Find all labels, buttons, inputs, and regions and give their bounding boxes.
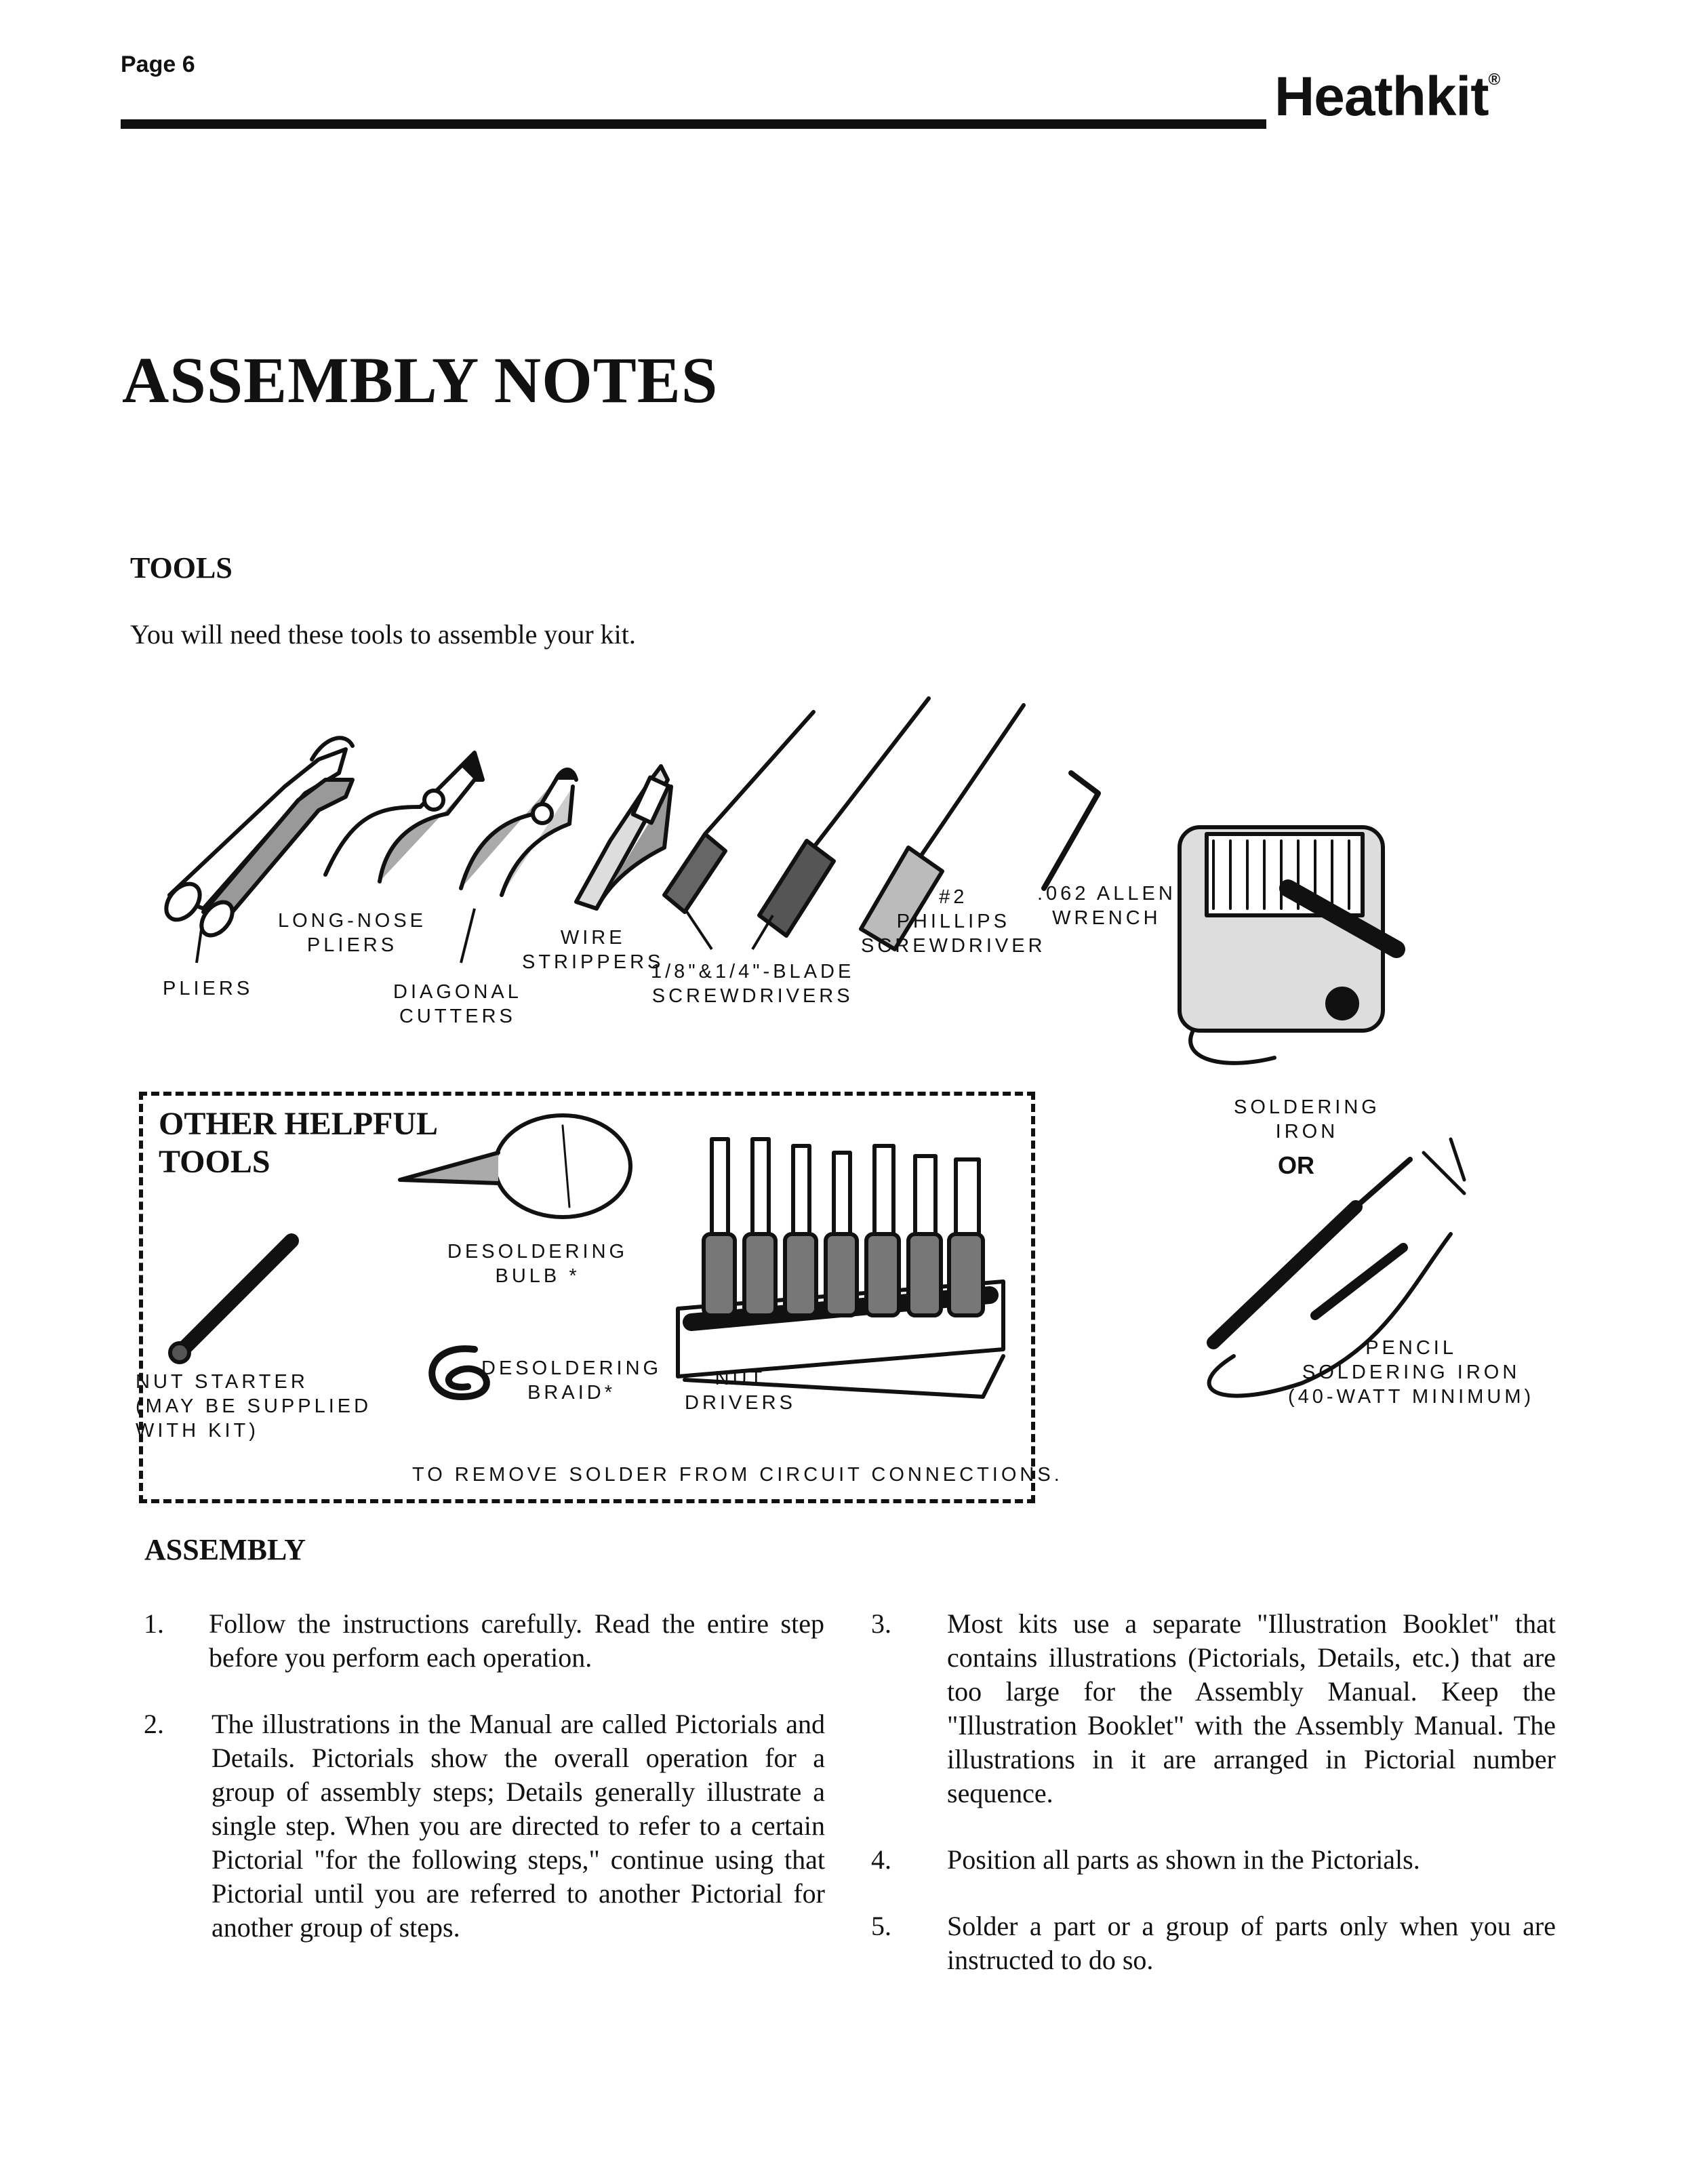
tools-intro: You will need these tools to assemble your kit. [130, 619, 636, 650]
assembly-list-left [144, 1607, 825, 1945]
label-long-nose-pliers: LONG-NOSE PLIERS [278, 910, 427, 956]
label-nut-drivers: NUT DRIVERS [685, 1368, 796, 1414]
label-wire-strippers: WIRE STRIPPERS [522, 927, 664, 973]
label-or: OR [1278, 1151, 1314, 1179]
page-number: Page 6 [121, 52, 195, 77]
label-allen-wrench: .062 ALLEN WRENCH [1037, 883, 1176, 929]
label-blade-screwdrivers: 1/8"&1/4"-BLADE SCREWDRIVERS [651, 961, 855, 1007]
tools-heading: TOOLS [130, 551, 233, 584]
list-item: 4. Position all parts as shown in the Pictorials. [871, 1844, 1420, 1875]
label-desoldering-bulb: DESOLDERING BULB * [447, 1241, 628, 1287]
label-soldering-iron: SOLDERING IRON [1234, 1096, 1380, 1143]
label-pliers: PLIERS [163, 978, 254, 999]
label-phillips-screwdriver: #2 PHILLIPS SCREWDRIVER [861, 886, 1046, 957]
label-nut-starter: NUT STARTER (MAY BE SUPPLIED WITH KIT) [136, 1371, 372, 1442]
helpful-tools-heading: OTHER HELPFUL TOOLS [159, 1106, 439, 1180]
page-title: ASSEMBLY NOTES [122, 344, 719, 416]
list-item: 5. Solder a part or a group of parts only when you are instructed to do so. [871, 1911, 1556, 1975]
nut-starter-icon [170, 1241, 291, 1362]
assembly-heading: ASSEMBLY [144, 1533, 306, 1566]
list-item: 3. Most kits use a separate "Illustration Booklet" that contains illustrations (Pictorials, Details, etc.) that are too large for the Assembly Manual. Keep the "Illustration Booklet" with the Assembly Manual. The illustrations in it are arranged in Pictorial number sequence. [871, 1608, 1556, 1808]
assembly-list-right [871, 1607, 1556, 1977]
label-pencil-soldering-iron: PENCIL SOLDERING IRON (40-WATT MINIMUM) [1288, 1337, 1535, 1408]
helpful-footnote: TO REMOVE SOLDER FROM CIRCUIT CONNECTIONS. [412, 1464, 1063, 1486]
label-diagonal-cutters: DIAGONAL CUTTERS [393, 981, 522, 1027]
desoldering-bulb-icon [400, 1115, 630, 1217]
brand-logo: Heathkit® [1274, 66, 1500, 127]
list-item: 2. The illustrations in the Manual are called Pictorials and Details. Pictorials show the overall operation for a group of assembly steps; Details generally illustrate a single step. When you are directed to refer to a certain Pictorial "for the following steps," continue using that Pictorial until you are referred to another Pictorial for another group of steps. [144, 1709, 825, 1943]
label-desoldering-braid: DESOLDERING BRAID* [481, 1357, 662, 1404]
list-item: 1. Follow the instructions carefully. Read the entire step before you perform each operation. [144, 1608, 824, 1673]
desoldering-braid-icon [432, 1349, 487, 1397]
nut-drivers-icon [678, 1139, 1003, 1397]
